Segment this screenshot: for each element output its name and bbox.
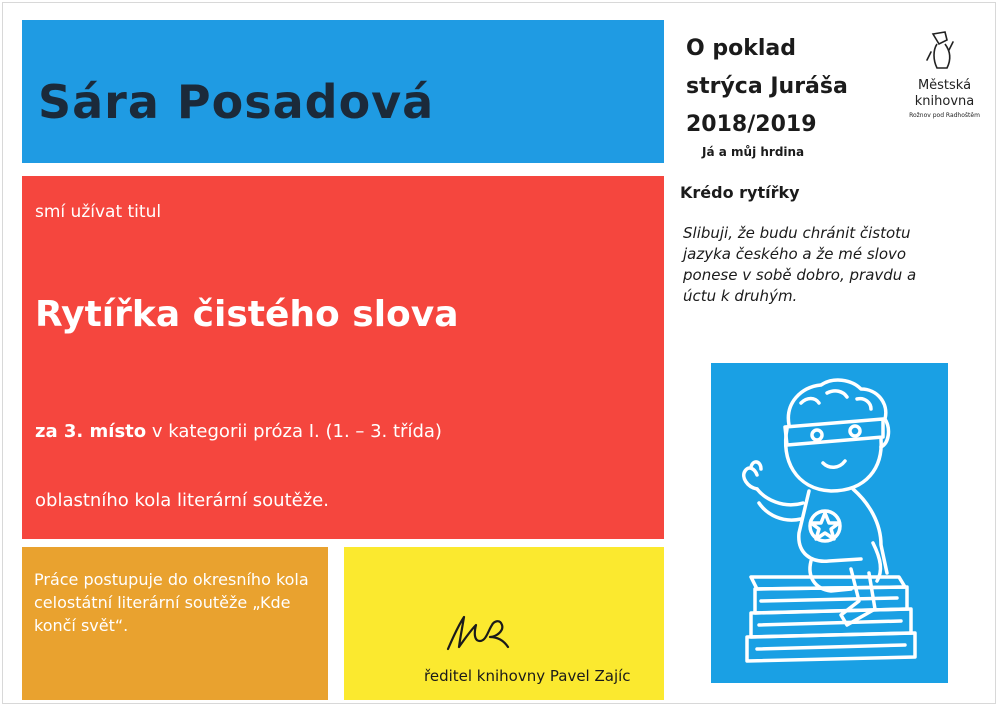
award-intro: smí užívat titul <box>35 202 162 222</box>
advancement-text: Práce postupuje do okresního kola celostátní literární soutěže „Kde končí svět“. <box>34 570 309 635</box>
superhero-kid-icon <box>711 363 948 683</box>
director-caption: ředitel knihovny Pavel Zajíc <box>424 667 631 685</box>
award-panel <box>22 176 664 539</box>
signature-panel <box>344 547 664 700</box>
recipient-name: Sára Posadová <box>38 75 435 129</box>
logo-text-town: Rožnov pod Radhoštěm <box>909 112 980 119</box>
award-title: Rytířka čistého slova <box>35 294 459 335</box>
advancement-panel <box>22 547 328 700</box>
contest-title-line1: O poklad <box>686 36 796 61</box>
contest-subtitle: Já a můj hrdina <box>702 145 805 159</box>
contest-title-line2: strýca Juráša <box>686 74 848 99</box>
award-place-bold: za 3. místo <box>35 421 147 442</box>
handwritten-signature <box>444 611 514 653</box>
library-logo <box>897 28 992 138</box>
logo-text-mestska: Městská <box>917 78 972 93</box>
credo-text: Slibuji, že budu chránit čistotu jazyka českého a že mé slovo ponese v sobě dobro, pravdu a úctu k druhým. <box>683 224 917 305</box>
recipient-panel <box>22 20 664 163</box>
award-round: oblastního kola literární soutěže. <box>35 490 329 511</box>
contest-year: 2018/2019 <box>686 112 817 137</box>
contest-heading <box>686 30 848 144</box>
award-placement <box>35 421 442 442</box>
award-place-category: v kategorii próza I. (1. – 3. třída) <box>146 421 442 442</box>
illustration-panel <box>711 363 948 683</box>
logo-text-knihovna: knihovna <box>914 94 975 109</box>
credo-title: Krédo rytířky <box>680 183 800 202</box>
knight-logo-icon <box>925 30 955 72</box>
